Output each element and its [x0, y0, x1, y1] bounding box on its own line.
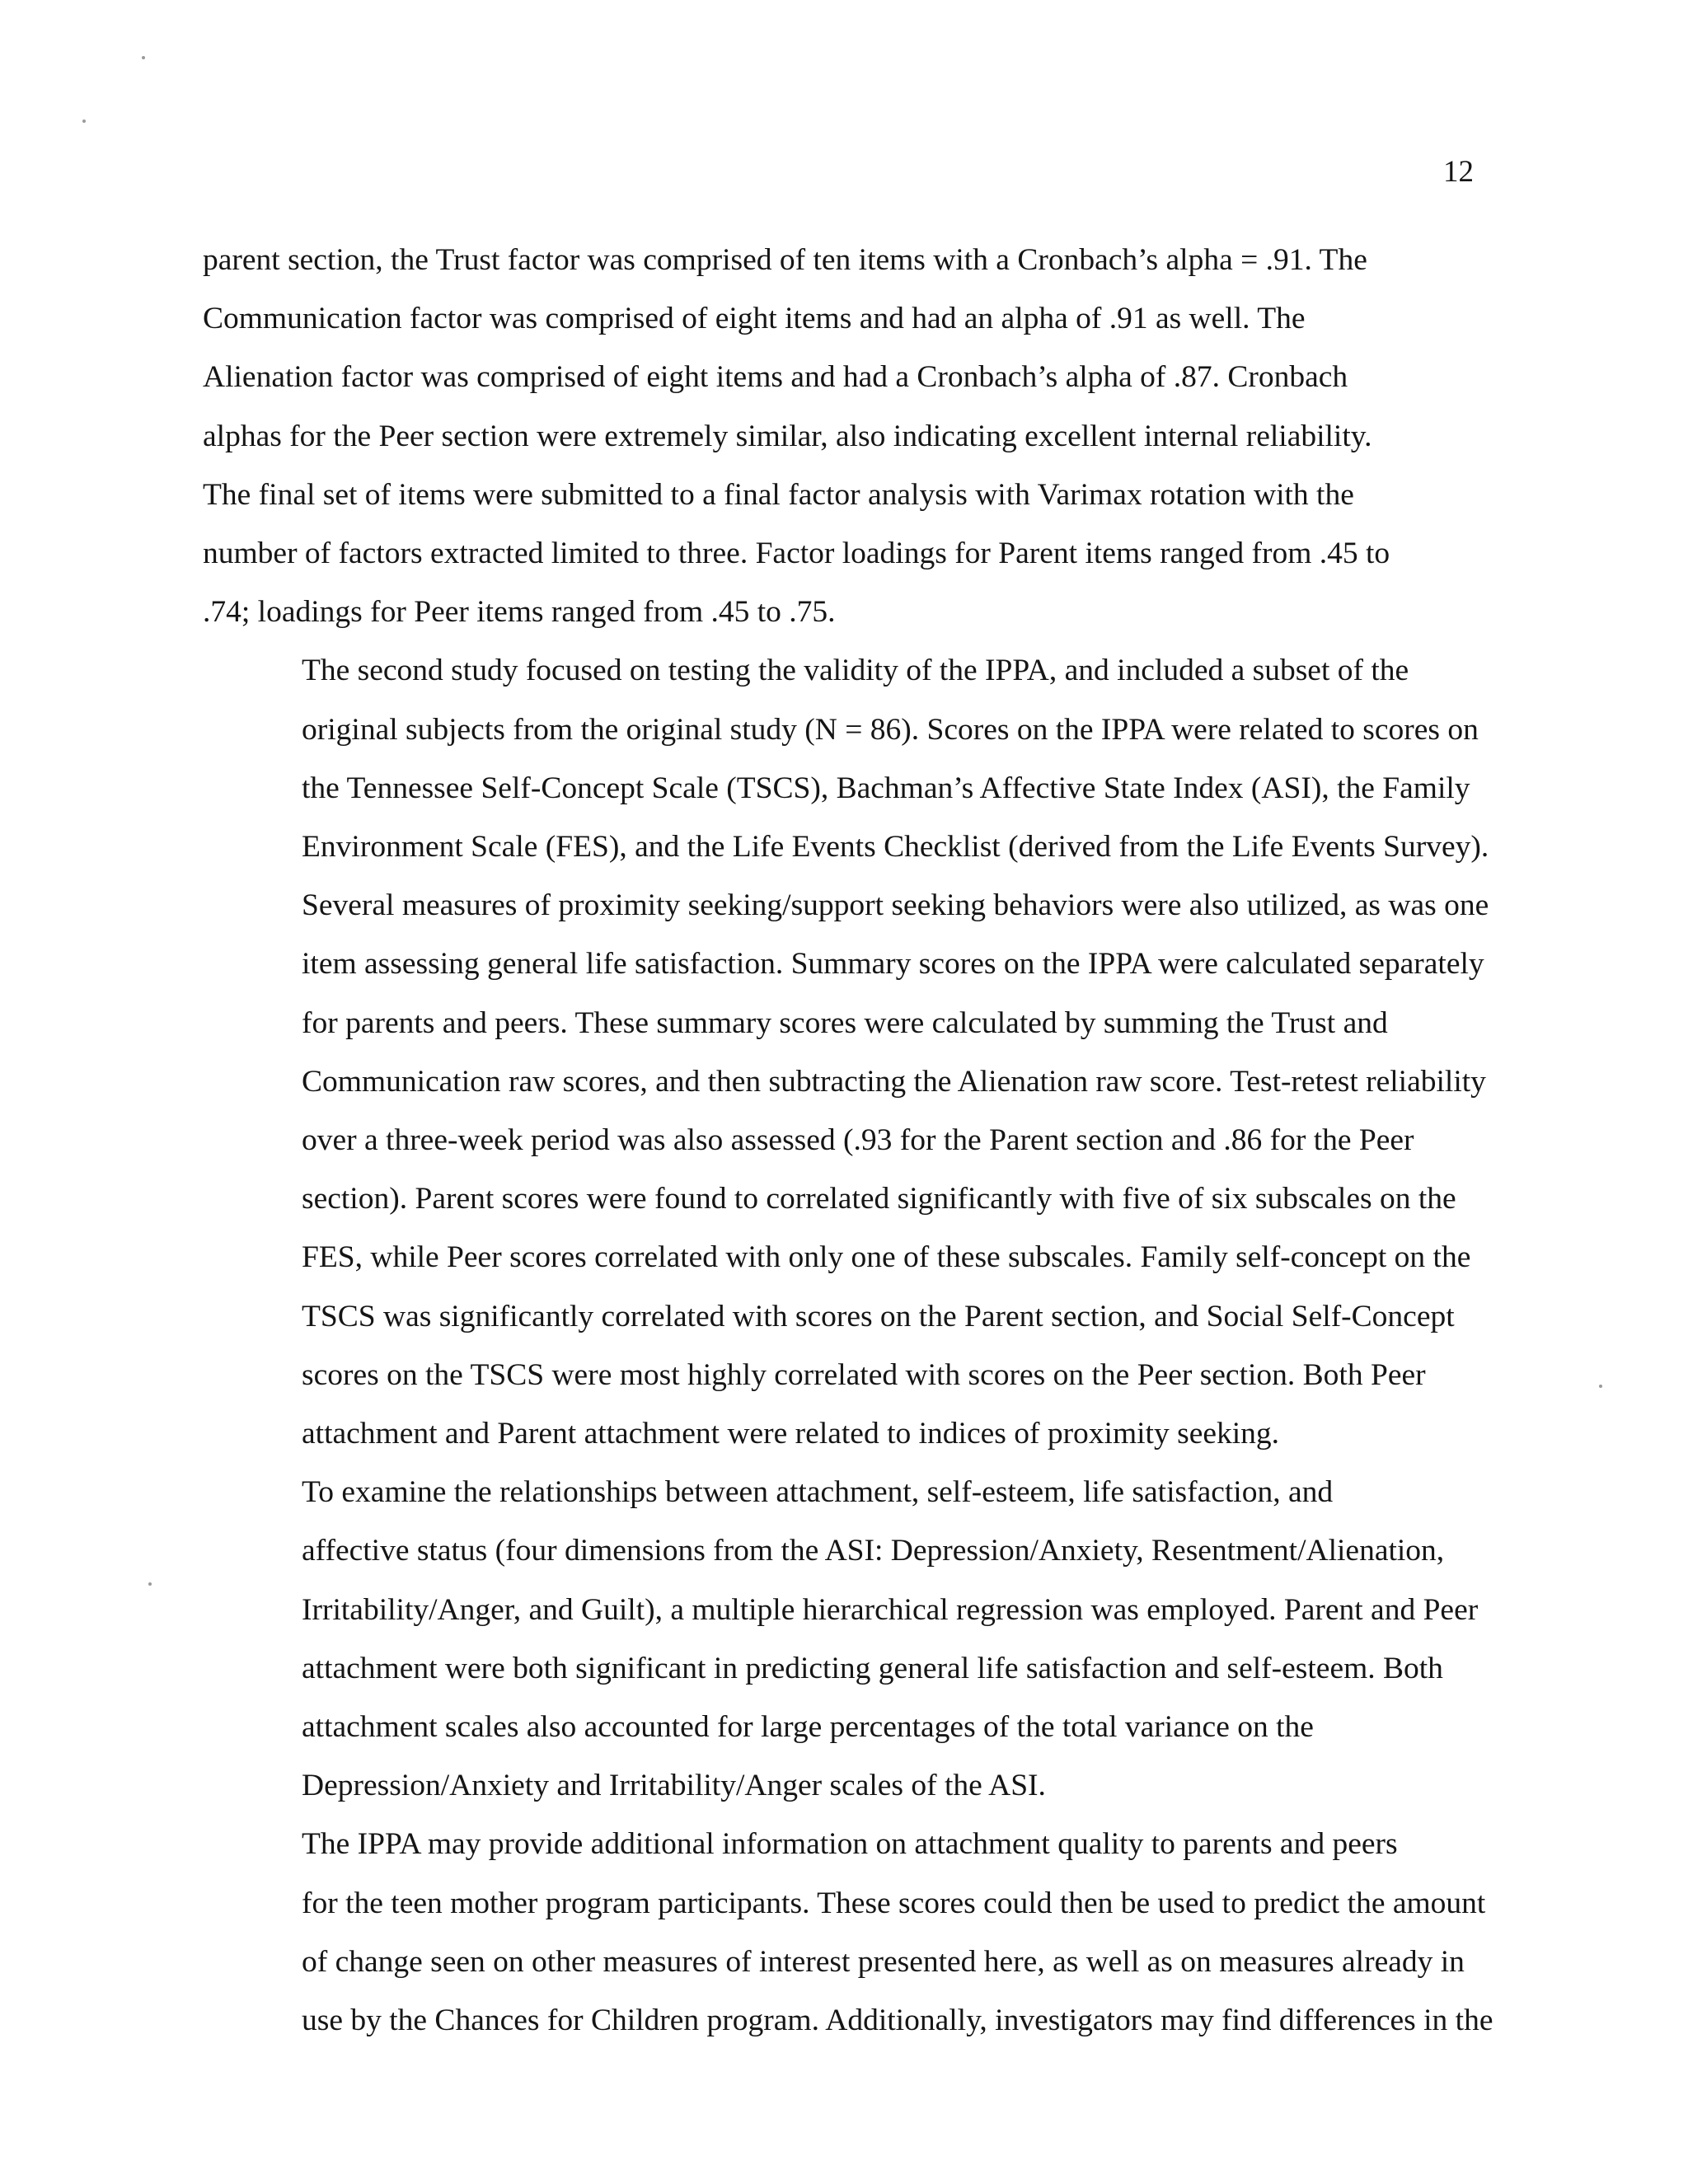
paragraph-1 [203, 231, 1497, 641]
text-line: TSCS was significantly correlated with scores on the Parent section, and Social Self-Concept [302, 1299, 1455, 1333]
text-line: alphas for the Peer section were extremely similar, also indicating excellent internal reliability. [203, 419, 1372, 453]
text-line: To examine the relationships between attachment, self-esteem, life satisfaction, and [302, 1475, 1334, 1510]
text-line: section). Parent scores were found to correlated significantly with five of six subscales on the [302, 1182, 1456, 1216]
text-line: Depression/Anxiety and Irritability/Anger scales of the ASI. [302, 1769, 1046, 1803]
text-line: Communication raw scores, and then subtracting the Alienation raw score. Test-retest reliability [302, 1064, 1486, 1099]
text-line: attachment and Parent attachment were related to indices of proximity seeking. [302, 1417, 1280, 1451]
text-line: Environment Scale (FES), and the Life Events Checklist (derived from the Life Events Survey). [302, 830, 1489, 865]
paragraph-4 [203, 1815, 1497, 2050]
text-line: over a three-week period was also assessed (.93 for the Parent section and .86 for the Peer [302, 1123, 1414, 1158]
text-line: .74; loadings for Peer items ranged from .45 to .75. [203, 595, 836, 630]
text-line: affective status (four dimensions from the ASI: Depression/Anxiety, Resentment/Alienation, [302, 1534, 1445, 1568]
scan-speck [148, 1582, 152, 1586]
text-line: Alienation factor was comprised of eight items and had a Cronbach’s alpha of .87. Cronbach [203, 360, 1348, 395]
text-line: attachment were both significant in predicting general life satisfaction and self-esteem. Both [302, 1651, 1443, 1685]
text-line: FES, while Peer scores correlated with only one of these subscales. Family self-concept on the [302, 1240, 1471, 1275]
page-number: 12 [1443, 155, 1474, 189]
text-line: Irritability/Anger, and Guilt), a multiple hierarchical regression was employed. Parent and Peer [302, 1592, 1479, 1627]
text-line: parent section, the Trust factor was comprised of ten items with a Cronbach’s alpha = .91. The [203, 243, 1367, 277]
text-line: for parents and peers. These summary scores were calculated by summing the Trust and [302, 1005, 1388, 1040]
text-line: Several measures of proximity seeking/support seeking behaviors were also utilized, as was one [302, 888, 1489, 923]
scan-speck [82, 120, 86, 123]
scan-speck [142, 56, 145, 59]
paragraph-2 [203, 641, 1497, 1463]
text-line: The IPPA may provide additional information on attachment quality to parents and peers [302, 1827, 1398, 1862]
text-line: of change seen on other measures of interest presented here, as well as on measures already in [302, 1944, 1465, 1979]
text-line: The second study focused on testing the validity of the IPPA, and included a subset of the [302, 654, 1409, 688]
text-line: for the teen mother program participants. These scores could then be used to predict the amount [302, 1886, 1486, 1920]
text-line: the Tennessee Self-Concept Scale (TSCS), Bachman’s Affective State Index (ASI), the Family [302, 771, 1470, 805]
text-line: scores on the TSCS were most highly correlated with scores on the Peer section. Both Peer [302, 1357, 1426, 1392]
text-line: use by the Chances for Children program. Additionally, investigators may find differences in the [302, 2004, 1493, 2038]
text-line: Communication factor was comprised of eight items and had an alpha of .91 as well. The [203, 302, 1306, 336]
paragraph-3 [203, 1463, 1497, 1815]
scan-speck [1599, 1385, 1602, 1388]
body-text [203, 231, 1497, 2050]
text-line: original subjects from the original study (N = 86). Scores on the IPPA were related to scores on [302, 712, 1479, 747]
text-line: The final set of items were submitted to a final factor analysis with Varimax rotation with the [203, 477, 1354, 512]
text-line: item assessing general life satisfaction. Summary scores on the IPPA were calculated separately [302, 947, 1484, 982]
text-line: attachment scales also accounted for large percentages of the total variance on the [302, 1710, 1314, 1745]
text-line: number of factors extracted limited to three. Factor loadings for Parent items ranged from .45 to [203, 537, 1390, 571]
